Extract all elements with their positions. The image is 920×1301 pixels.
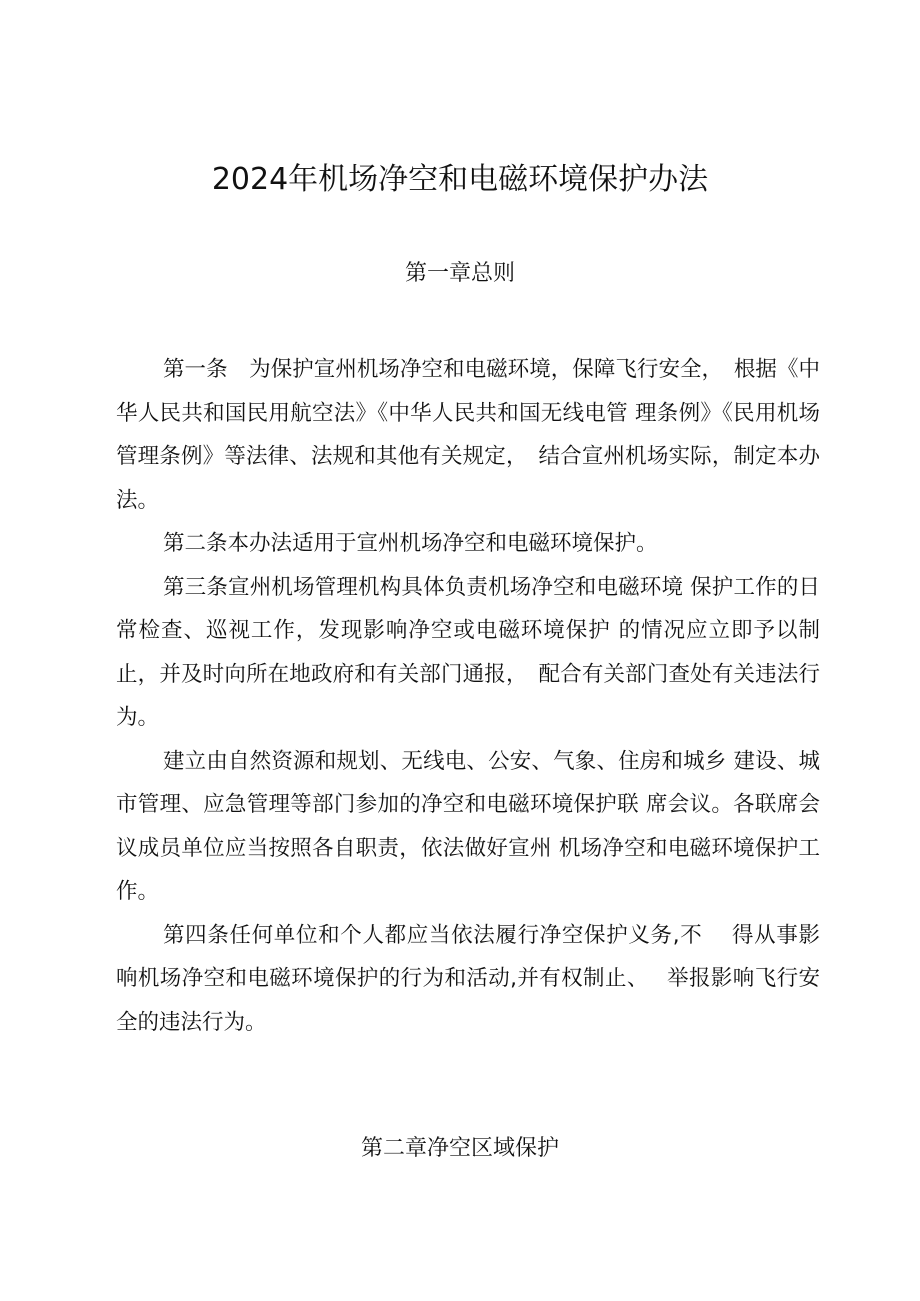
chapter-heading-2: 第二章净空区域保护: [360, 1136, 559, 1161]
article-1-paragraph: 第一条 为保护宣州机场净空和电磁环境，保障飞行安全， 根据《中华人民共和国民用航空法》《中华人民共和国无线电管 理条例》《民用机场管理条例》等法律、法规和其他有关规定， 结合宣州机场实际，制定本办法。: [116, 357, 820, 513]
article-2-paragraph: 第二条本办法适用于宣州机场净空和电磁环境保护。: [163, 531, 658, 556]
document-title: 2024年机场净空和电磁环境保护办法: [211, 162, 709, 197]
article-3-paragraph: 第三条宣州机场管理机构具体负责机场净空和电磁环境 保护工作的日常检查、巡视工作，发现影响净空或电磁环境保护 的情况应立即予以制止，并及时向所在地政府和有关部门通报， 配合有关部门查处有关违法行为。: [116, 574, 820, 730]
chapter-heading-1: 第一章总则: [404, 261, 515, 286]
chapter-1-body: [116, 348, 820, 1044]
article-4-paragraph: 第四条任何单位和个人都应当依法履行净空保护义务,不 得从事影响机场净空和电磁环境保护的行为和活动,并有权制止、 举报影响飞行安全的违法行为。: [116, 922, 820, 1035]
joint-meeting-paragraph: 建立由自然资源和规划、无线电、公安、气象、住房和城乡 建设、城市管理、应急管理等部门参加的净空和电磁环境保护联 席会议。各联席会议成员单位应当按照各自职责，依法做好宣州 机场净空和电磁环境保护工作。: [116, 748, 820, 904]
